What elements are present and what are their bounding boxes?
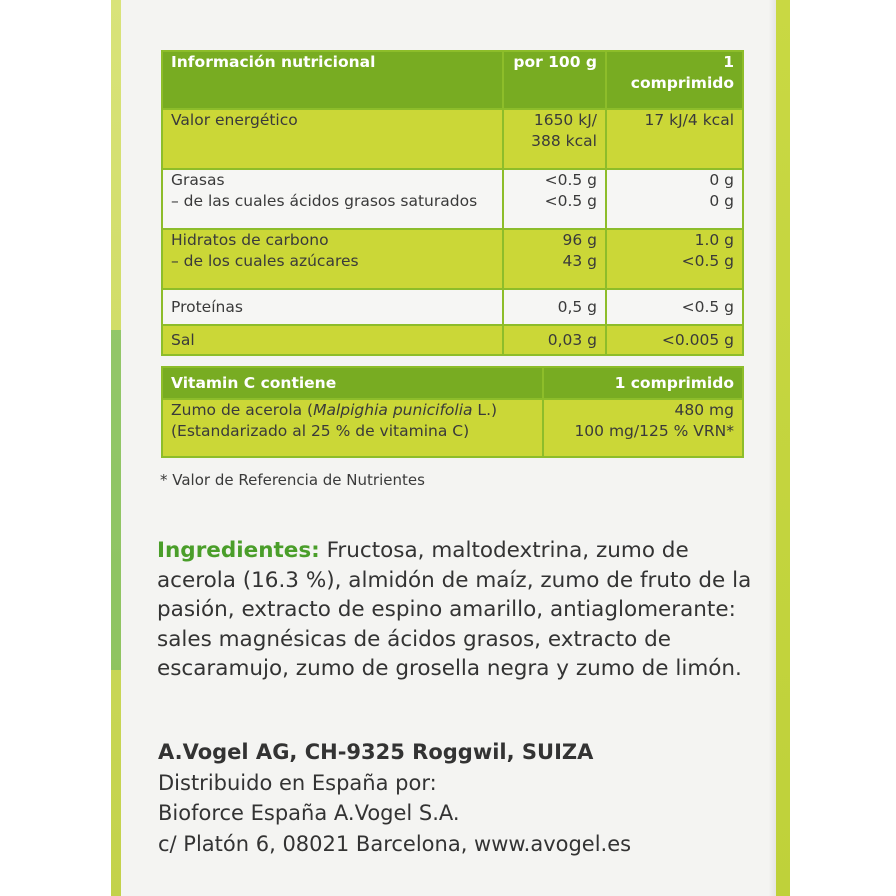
nutrition-header-label: Información nutricional <box>162 51 503 109</box>
fat-per-tablet-value: 0 g <box>709 171 734 189</box>
carbohydrate-per-tablet-value: 1.0 g <box>694 231 734 249</box>
box-left-edge <box>111 0 121 896</box>
fat-per100-value: <0.5 g <box>544 171 597 189</box>
vitamin-header-per-tablet: 1 comprimido <box>543 367 743 399</box>
energy-per100-kcal: 388 kcal <box>531 132 597 150</box>
address-block <box>158 737 631 859</box>
nutrition-header-per100: por 100 g <box>503 51 606 109</box>
carbohydrate-per100-value: 96 g <box>562 231 597 249</box>
sugars-label: – de los cuales azúcares <box>171 252 359 270</box>
salt-per100: 0,03 g <box>503 325 606 355</box>
acerola-row <box>162 399 743 457</box>
nutrition-header-per-tablet <box>606 51 743 109</box>
distributor-intro: Distribuido en España por: <box>158 770 437 795</box>
protein-label: Proteínas <box>162 289 503 325</box>
vitamin-header-row <box>162 367 743 399</box>
acerola-prefix: Zumo de acerola ( <box>171 401 314 419</box>
manufacturer-line: A.Vogel AG, CH-9325 Roggwil, SUIZA <box>158 740 594 764</box>
distributor-name: Bioforce España A.Vogel S.A. <box>158 801 460 825</box>
fat-row <box>162 169 743 229</box>
footnote: * Valor de Referencia de Nutrientes <box>160 471 425 489</box>
nutrition-header-per-tablet-line1: 1 <box>723 53 734 71</box>
energy-row <box>162 109 743 169</box>
salt-row <box>162 325 743 355</box>
saturated-per-tablet-value: 0 g <box>709 192 734 210</box>
energy-per-tablet: 17 kJ/4 kcal <box>606 109 743 169</box>
box-right-edge <box>776 0 790 896</box>
carbohydrate-per-tablet <box>606 229 743 289</box>
nutrition-table <box>161 50 744 356</box>
fat-labels <box>162 169 503 229</box>
acerola-suffix: L.) <box>472 401 498 419</box>
sugars-per-tablet-value: <0.5 g <box>681 252 734 270</box>
fat-label: Grasas <box>171 171 225 189</box>
fat-per100 <box>503 169 606 229</box>
carbohydrate-per100 <box>503 229 606 289</box>
vitamin-c-amount: 100 mg/125 % VRN* <box>574 422 734 440</box>
carbohydrate-label: Hidratos de carbono <box>171 231 329 249</box>
ingredients-block <box>157 536 757 684</box>
protein-row <box>162 289 743 325</box>
saturated-per100-value: <0.5 g <box>544 192 597 210</box>
acerola-latin-name: Malpighia punicifolia <box>313 401 473 419</box>
carbohydrate-row <box>162 229 743 289</box>
ingredients-text: Fructosa, maltodextrina, zumo de acerola (16.3 %), almidón de maíz, zumo de fruto de la pasión, extracto de espino amarillo, antiaglomerante: sales magnésicas de ácidos grasos, extracto de escaramujo, zumo de grosella negra y zumo de limón. <box>157 538 752 682</box>
panel-shadow <box>768 0 776 896</box>
acerola-amount: 480 mg <box>674 401 734 419</box>
acerola-standardized: (Estandarizado al 25 % de vitamina C) <box>171 422 470 440</box>
carbohydrate-labels <box>162 229 503 289</box>
vitamin-table <box>161 366 744 458</box>
energy-per100 <box>503 109 606 169</box>
ingredients-label: Ingredientes: <box>157 538 320 563</box>
energy-per100-kj: 1650 kJ/ <box>533 111 597 129</box>
distributor-address: c/ Platón 6, 08021 Barcelona, www.avogel.es <box>158 831 632 856</box>
protein-per100: 0,5 g <box>503 289 606 325</box>
protein-per-tablet: <0.5 g <box>606 289 743 325</box>
acerola-values <box>543 399 743 457</box>
fat-per-tablet <box>606 169 743 229</box>
salt-per-tablet: <0.005 g <box>606 325 743 355</box>
saturated-fat-label: – de las cuales ácidos grasos saturados <box>171 192 478 210</box>
vitamin-header-label: Vitamin C contiene <box>162 367 543 399</box>
nutrition-header-per-tablet-line2: comprimido <box>630 74 734 92</box>
sugars-per100-value: 43 g <box>562 252 597 270</box>
acerola-description <box>162 399 543 457</box>
energy-label: Valor energético <box>162 109 503 169</box>
nutrition-header-row <box>162 51 743 109</box>
salt-label: Sal <box>162 325 503 355</box>
